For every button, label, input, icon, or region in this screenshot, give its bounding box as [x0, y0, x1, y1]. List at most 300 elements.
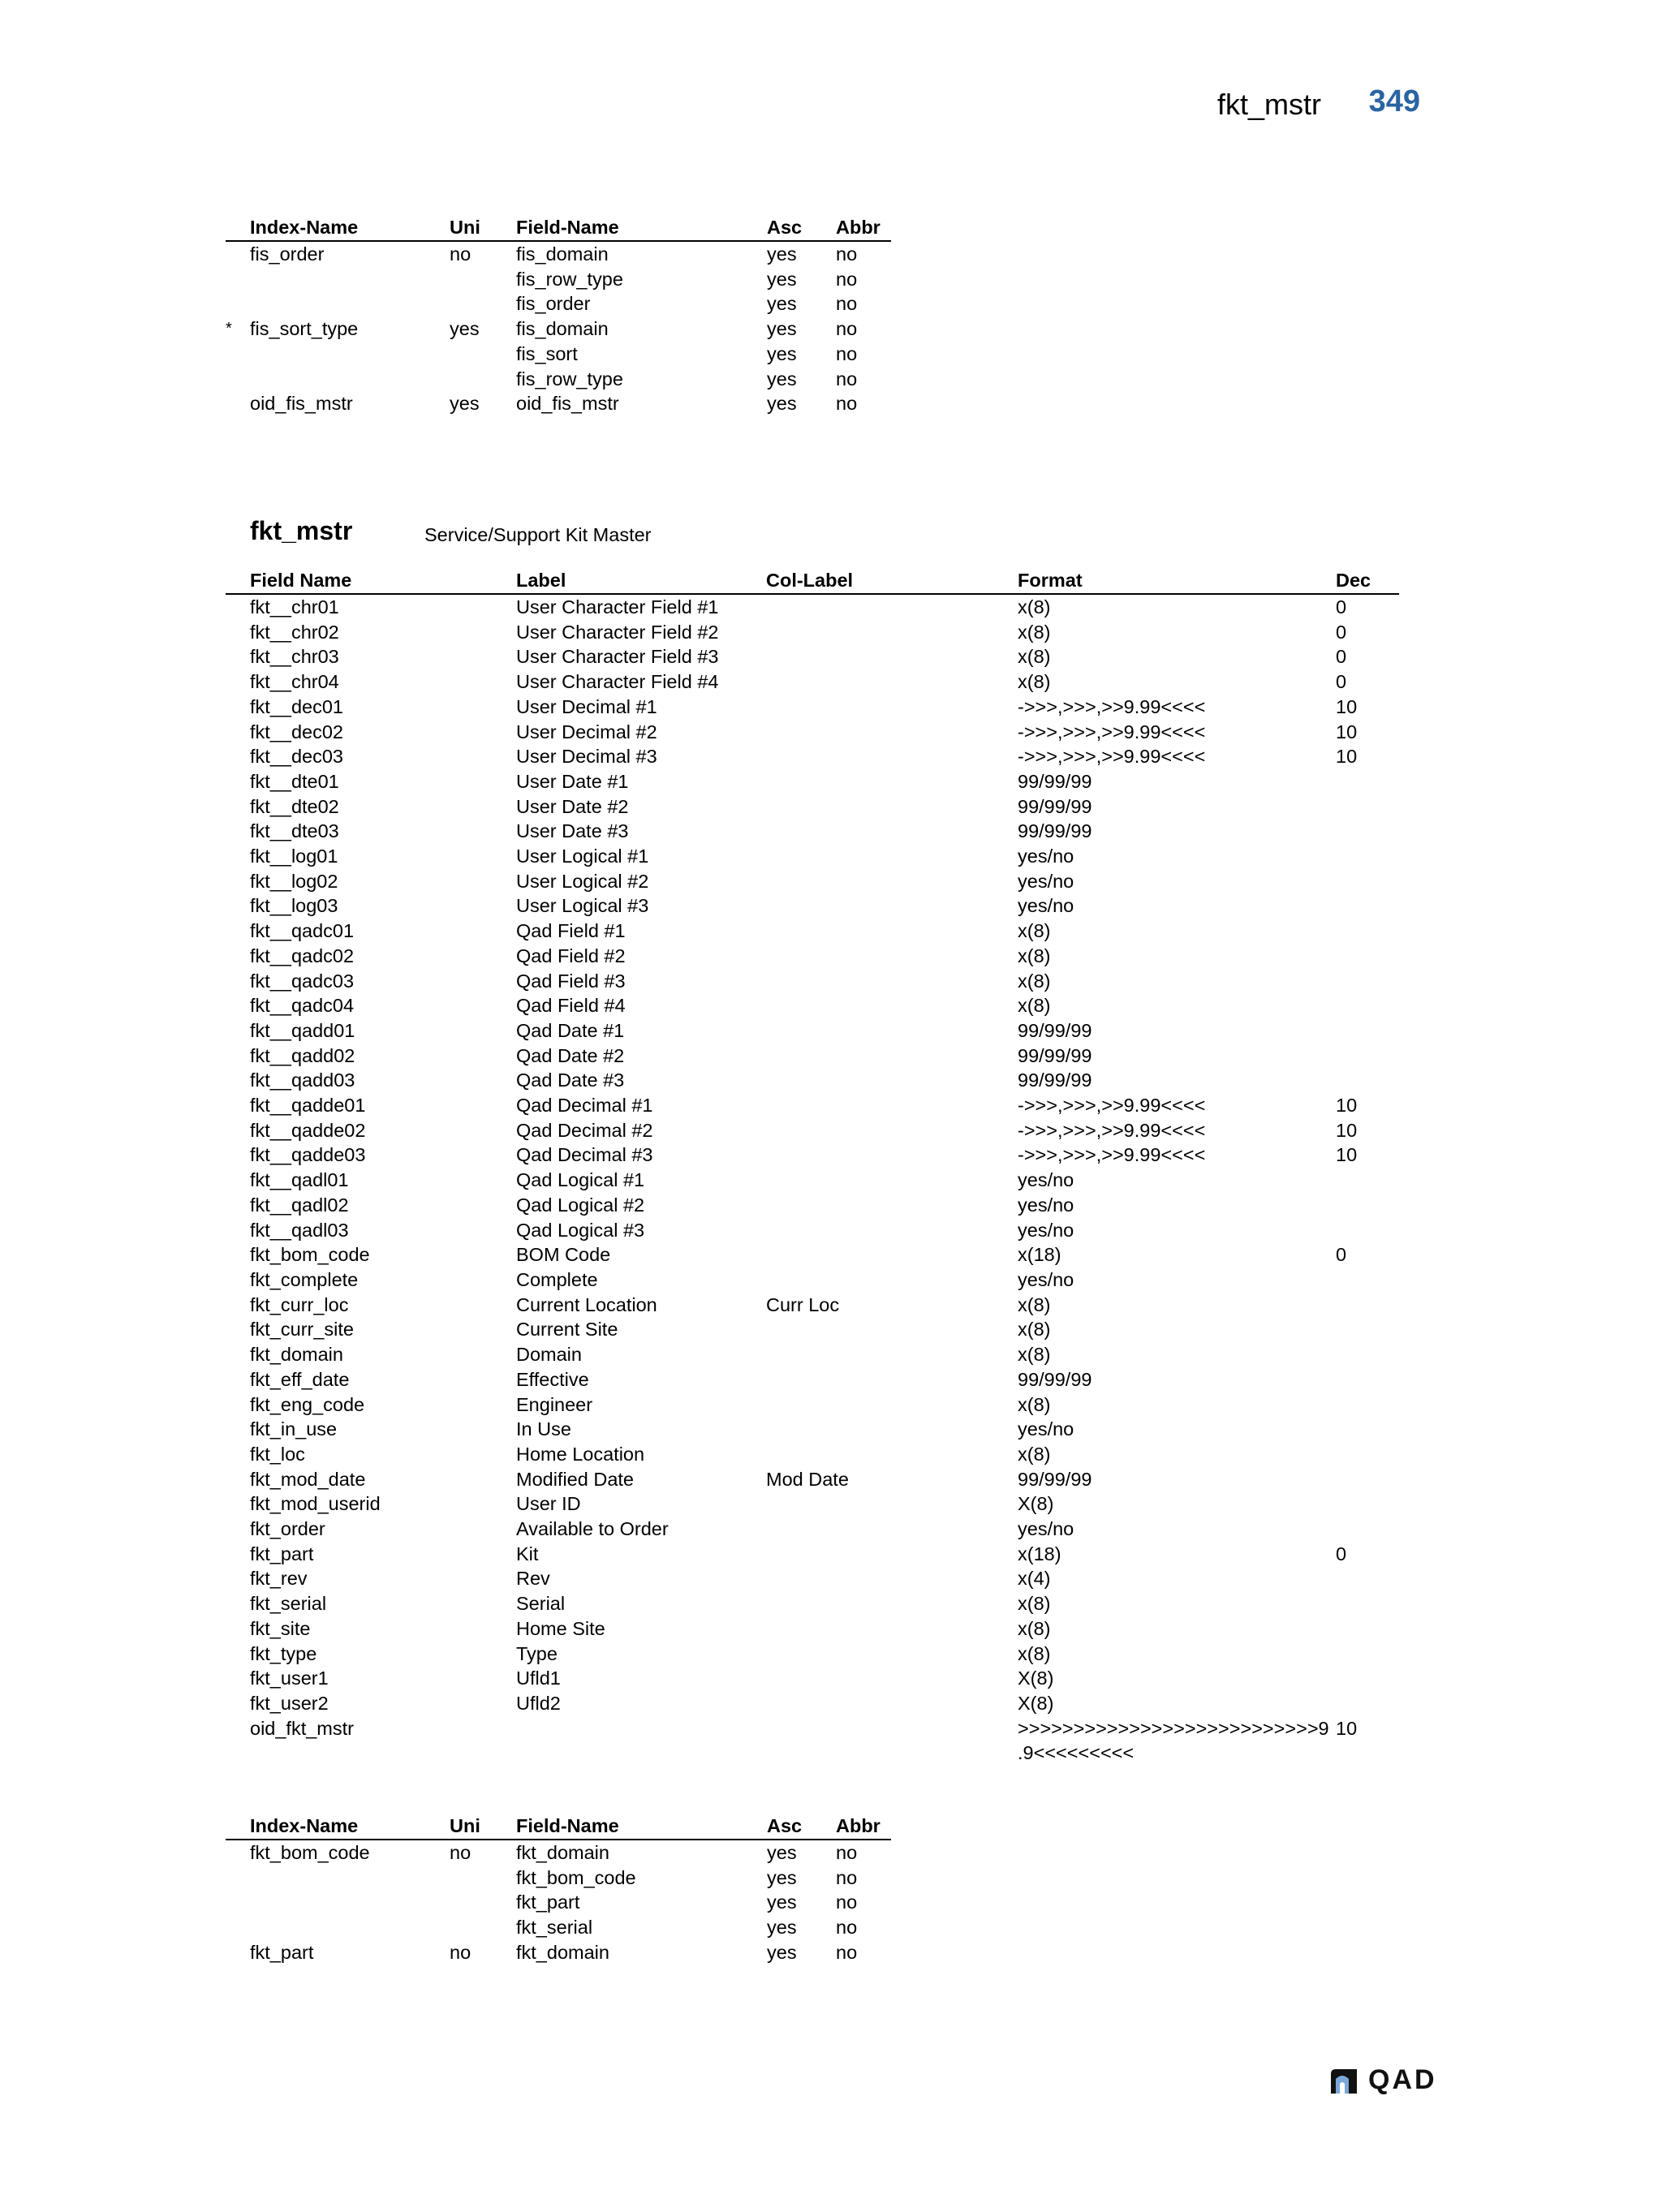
field-col-label-cell [766, 1317, 1018, 1342]
field-name-cell: fkt_loc [250, 1443, 305, 1465]
field-dec-cell [1336, 1293, 1399, 1318]
field-format-text: ->>>,>>>,>>9.99<<<< [1018, 1144, 1206, 1166]
field-dec-cell: 0 [1336, 1244, 1347, 1266]
field-col-label-cell [766, 744, 1018, 769]
field-name-cell: fkt__qadl03 [250, 1219, 349, 1241]
index-asc-cell: yes [767, 342, 797, 364]
field-dec-cell [1336, 1044, 1399, 1069]
index-row [226, 316, 891, 342]
index-uni-cell: yes [450, 318, 480, 340]
field-format-text: 99/99/99 [1018, 795, 1092, 817]
field-dec-cell: 10 [1336, 721, 1358, 742]
field-format-cell [1018, 993, 1336, 1018]
index-row [226, 1915, 891, 1940]
field-dec-cell [1336, 769, 1399, 794]
index-uni-cell: no [450, 1842, 471, 1863]
index-field-name-cell: fis_row_type [516, 268, 623, 290]
field-dec-cell [1336, 1591, 1399, 1616]
field-row [226, 1491, 1399, 1517]
field-name-cell: fkt_mod_userid [250, 1493, 381, 1515]
field-format-cell [1018, 1716, 1336, 1766]
field-format-cell [1018, 1168, 1336, 1193]
field-label-cell: Home Site [516, 1617, 605, 1639]
field-dec-cell [1336, 844, 1399, 869]
index-asc-cell: yes [767, 1891, 797, 1913]
field-spacer [226, 1093, 250, 1118]
field-dec-cell [1336, 1367, 1399, 1392]
field-dec-cell [1336, 819, 1399, 844]
index-row [226, 241, 891, 267]
field-row [226, 969, 1399, 994]
index-asc-cell: yes [767, 243, 797, 265]
index-uni-cell: no [450, 243, 471, 265]
field-label-cell: Qad Field #1 [516, 920, 626, 942]
field-row [226, 1566, 1399, 1591]
field-format-text: x(8) [1018, 1443, 1051, 1465]
field-format-text: 99/99/99 [1018, 770, 1092, 792]
field-format-cell [1018, 869, 1336, 894]
field-name-cell: fkt__dec02 [250, 721, 343, 742]
field-format-cell [1018, 720, 1336, 745]
field-name-cell: fkt__qadl01 [250, 1169, 349, 1191]
field-format-cell [1018, 1417, 1336, 1442]
field-format-cell [1018, 1018, 1336, 1044]
field-format-text: X(8) [1018, 1668, 1054, 1689]
index-row [226, 291, 891, 316]
field-name-cell: fkt_curr_loc [250, 1293, 349, 1315]
field-row [226, 1293, 1399, 1318]
fields-header-col-label: Col-Label [766, 567, 1018, 594]
field-col-label-cell [766, 869, 1018, 894]
field-format-text: yes/no [1018, 846, 1074, 867]
field-row [226, 1691, 1399, 1716]
field-format-text: x(8) [1018, 671, 1051, 693]
field-format-cell [1018, 744, 1336, 769]
field-label-cell: User Date #1 [516, 770, 629, 792]
field-row [226, 1542, 1399, 1567]
index-field-name-cell: fis_domain [516, 318, 609, 340]
field-spacer [226, 1616, 250, 1642]
field-format-text: yes/no [1018, 1268, 1074, 1290]
field-name-cell: fkt__chr04 [250, 671, 339, 693]
field-format-cell [1018, 769, 1336, 794]
field-col-label-cell [766, 1118, 1018, 1143]
table-description: Service/Support Kit Master [424, 524, 652, 545]
field-label-cell: BOM Code [516, 1244, 611, 1266]
field-label-cell: Modified Date [516, 1468, 634, 1490]
field-format-text: x(8) [1018, 621, 1051, 643]
field-spacer [226, 1691, 250, 1716]
field-name-cell: fkt__qadd01 [250, 1019, 355, 1041]
field-row [226, 1591, 1399, 1616]
field-format-text: yes/no [1018, 1194, 1074, 1216]
field-col-label-cell [766, 1242, 1018, 1267]
field-dec-cell: 10 [1336, 746, 1358, 768]
field-col-label-cell [766, 1018, 1018, 1044]
field-row [226, 1118, 1399, 1143]
field-label-cell: User Character Field #3 [516, 646, 719, 668]
field-col-label-cell [766, 993, 1018, 1018]
field-format-text: x(8) [1018, 646, 1051, 668]
index-field-name-cell: fkt_domain [516, 1842, 609, 1863]
field-format-text: x(8) [1018, 1617, 1051, 1639]
index-uni-cell [450, 367, 516, 392]
field-name-cell: fkt__qadde02 [250, 1119, 366, 1141]
field-label-cell: Current Site [516, 1319, 618, 1341]
field-row [226, 1267, 1399, 1293]
field-row [226, 1517, 1399, 1542]
field-label-cell: Serial [516, 1593, 566, 1615]
field-label-cell: Qad Decimal #1 [516, 1095, 653, 1117]
index-field-name-cell: oid_fis_mstr [516, 393, 619, 415]
field-row [226, 769, 1399, 794]
field-col-label-cell [766, 644, 1018, 669]
field-label-cell: Complete [516, 1268, 598, 1290]
field-format-cell [1018, 1442, 1336, 1467]
field-format-text: x(8) [1018, 1293, 1051, 1315]
field-dec-cell [1336, 1193, 1399, 1218]
field-row [226, 1018, 1399, 1044]
field-name-cell: fkt_site [250, 1617, 311, 1639]
index-name-cell: fis_order [250, 243, 325, 265]
field-row [226, 1417, 1399, 1442]
index-field-name-cell: fkt_serial [516, 1917, 593, 1939]
field-col-label-cell [766, 695, 1018, 720]
field-name-cell: fkt_bom_code [250, 1244, 370, 1266]
field-format-cell [1018, 1093, 1336, 1118]
field-label-cell: Type [516, 1642, 558, 1664]
field-name-cell: fkt_mod_date [250, 1468, 366, 1490]
section-title: fkt_mstr [1216, 88, 1321, 121]
index-abbr-cell: no [836, 1891, 858, 1913]
index-name-cell [250, 1866, 450, 1891]
fields-header-spacer [226, 567, 250, 594]
index-field-name-cell: fis_order [516, 293, 591, 315]
index-abbr-cell: no [836, 293, 858, 315]
field-dec-cell: 0 [1336, 596, 1347, 618]
index-name-cell [250, 1890, 450, 1915]
field-format-cell [1018, 620, 1336, 645]
field-col-label-cell [766, 1691, 1018, 1716]
index-header-marker [226, 1813, 250, 1840]
qad-logo-icon [1328, 2066, 1360, 2095]
field-dec-cell: 0 [1336, 646, 1347, 668]
index-uni-cell [450, 342, 516, 367]
field-row [226, 695, 1399, 720]
field-dec-cell [1336, 1442, 1399, 1467]
field-col-label-cell [766, 844, 1018, 869]
field-spacer [226, 744, 250, 769]
index-uni-cell [450, 1866, 516, 1891]
field-name-cell: fkt_eng_code [250, 1393, 365, 1415]
field-row [226, 1093, 1399, 1118]
field-dec-cell [1336, 1068, 1399, 1093]
page-header [0, 84, 1662, 128]
index-asc-cell: yes [767, 368, 797, 389]
field-label-cell: User Decimal #2 [516, 721, 657, 742]
field-label-cell: User Logical #1 [516, 846, 649, 867]
field-spacer [226, 1218, 250, 1243]
field-spacer [226, 819, 250, 844]
field-dec-cell: 10 [1336, 1095, 1358, 1117]
field-name-cell: fkt__log02 [250, 870, 338, 892]
field-format-text: x(8) [1018, 970, 1051, 992]
index-uni-cell [450, 1890, 516, 1915]
field-label-cell: Ufld1 [516, 1668, 561, 1689]
table-name: fkt_mstr [250, 516, 353, 545]
field-name-cell: fkt__qadc04 [250, 995, 355, 1017]
index-table-fis [226, 214, 891, 416]
field-col-label-cell [766, 893, 1018, 919]
field-name-cell: fkt__qadde03 [250, 1144, 366, 1166]
field-format-cell [1018, 1666, 1336, 1691]
field-spacer [226, 1143, 250, 1168]
field-spacer [226, 1566, 250, 1591]
field-spacer [226, 1267, 250, 1293]
field-label-cell: Qad Field #4 [516, 995, 626, 1017]
field-name-cell: oid_fkt_mstr [250, 1717, 354, 1739]
field-col-label-cell [766, 769, 1018, 794]
field-col-label-cell [766, 919, 1018, 944]
field-name-cell: fkt__qadd02 [250, 1044, 355, 1066]
field-format-text: x(8) [1018, 1319, 1051, 1341]
index-abbr-cell: no [836, 1842, 858, 1863]
field-spacer [226, 1044, 250, 1069]
index-marker [226, 1915, 250, 1940]
field-label-cell: Home Location [516, 1443, 645, 1465]
field-col-label-cell [766, 1143, 1018, 1168]
field-spacer [226, 1591, 250, 1616]
field-col-label-cell [766, 1542, 1018, 1567]
field-dec-cell [1336, 969, 1399, 994]
field-col-label-cell [766, 1267, 1018, 1293]
field-format-text: ->>>,>>>,>>9.99<<<< [1018, 695, 1206, 717]
field-format-cell [1018, 1193, 1336, 1218]
field-col-label-cell [766, 1392, 1018, 1418]
field-row [226, 1467, 1399, 1492]
field-col-label-cell [766, 1642, 1018, 1667]
index-row [226, 1940, 891, 1965]
field-format-text: 99/99/99 [1018, 1468, 1092, 1490]
field-format-text: x(8) [1018, 920, 1051, 942]
index-abbr-cell: no [836, 1941, 858, 1963]
field-format-cell [1018, 669, 1336, 695]
field-spacer [226, 919, 250, 944]
field-format-text: ->>>,>>>,>>9.99<<<< [1018, 746, 1206, 768]
field-format-cell [1018, 1467, 1336, 1492]
field-label-cell: Qad Decimal #3 [516, 1144, 653, 1166]
field-format-text: yes/no [1018, 1169, 1074, 1191]
index-row [226, 391, 891, 416]
index-name-cell: fkt_part [250, 1941, 314, 1963]
field-format-cell [1018, 594, 1336, 620]
field-dec-cell [1336, 1417, 1399, 1442]
field-spacer [226, 869, 250, 894]
field-dec-cell [1336, 1491, 1399, 1517]
field-name-cell: fkt__chr03 [250, 646, 339, 668]
field-row [226, 1068, 1399, 1093]
field-format-text: yes/no [1018, 870, 1074, 892]
index-abbr-cell: no [836, 268, 858, 290]
fields-table [226, 567, 1399, 1766]
field-label-cell: Kit [516, 1543, 539, 1564]
field-name-cell: fkt_type [250, 1642, 317, 1664]
field-dec-cell [1336, 1566, 1399, 1591]
field-label-cell: Qad Field #3 [516, 970, 626, 992]
index-marker: * [226, 320, 232, 338]
index-row [226, 267, 891, 292]
index-header-row [226, 214, 891, 241]
field-dec-cell [1336, 1218, 1399, 1243]
index-name-cell: oid_fis_mstr [250, 393, 353, 415]
index-header-asc: Asc [767, 214, 836, 241]
field-format-text: x(8) [1018, 945, 1051, 966]
index-marker [226, 1890, 250, 1915]
index-asc-cell: yes [767, 1866, 797, 1888]
field-format-cell [1018, 1143, 1336, 1168]
field-dec-cell [1336, 893, 1399, 919]
field-spacer [226, 1018, 250, 1044]
field-name-cell: fkt_in_use [250, 1418, 338, 1440]
index-asc-cell: yes [767, 268, 797, 290]
field-row [226, 1367, 1399, 1392]
field-dec-cell [1336, 1317, 1399, 1342]
index-abbr-cell: no [836, 342, 858, 364]
field-dec-cell [1336, 1666, 1399, 1691]
field-spacer [226, 1242, 250, 1267]
field-spacer [226, 969, 250, 994]
index-asc-cell: yes [767, 393, 797, 415]
field-row [226, 1168, 1399, 1193]
field-format-text: x(8) [1018, 1344, 1051, 1366]
field-col-label-cell [766, 1591, 1018, 1616]
field-format-cell [1018, 1566, 1336, 1591]
field-row [226, 944, 1399, 969]
field-spacer [226, 769, 250, 794]
field-format-cell [1018, 1691, 1336, 1716]
field-row [226, 1666, 1399, 1691]
field-spacer [226, 1367, 250, 1392]
field-label-cell: Qad Logical #2 [516, 1194, 645, 1216]
field-col-label-cell [766, 1218, 1018, 1243]
field-label-cell: Domain [516, 1344, 582, 1366]
field-name-cell: fkt_curr_site [250, 1319, 354, 1341]
field-dec-cell [1336, 1616, 1399, 1642]
field-format-cell [1018, 1517, 1336, 1542]
index-abbr-cell: no [836, 318, 858, 340]
field-col-label-cell [766, 594, 1018, 620]
field-dec-cell: 0 [1336, 621, 1347, 643]
field-format-cell [1018, 1242, 1336, 1267]
field-name-cell: fkt__chr01 [250, 596, 339, 618]
field-col-label-cell [766, 794, 1018, 820]
field-dec-cell [1336, 944, 1399, 969]
index-asc-cell: yes [767, 293, 797, 315]
field-label-cell: User Character Field #4 [516, 671, 719, 693]
field-format-text: 99/99/99 [1018, 1019, 1092, 1041]
field-spacer [226, 1293, 250, 1318]
field-col-label-cell [766, 944, 1018, 969]
field-col-label-cell [766, 1093, 1018, 1118]
field-dec-cell [1336, 1392, 1399, 1418]
field-format-text: yes/no [1018, 1518, 1074, 1540]
field-col-label-cell [766, 1168, 1018, 1193]
index-abbr-cell: no [836, 368, 858, 389]
field-format-cell [1018, 1367, 1336, 1392]
field-format-text: x(8) [1018, 1642, 1051, 1664]
index-row [226, 1840, 891, 1866]
index-field-name-cell: fkt_bom_code [516, 1866, 636, 1888]
index-header-marker [226, 214, 250, 241]
field-col-label-cell [766, 1666, 1018, 1691]
field-format-text: >>>>>>>>>>>>>>>>>>>>>>>>>>>9 [1018, 1717, 1329, 1739]
index-uni-cell [450, 291, 516, 316]
field-label-cell: Qad Field #2 [516, 945, 626, 966]
field-name-cell: fkt__dec03 [250, 746, 343, 768]
field-format-cell [1018, 1317, 1336, 1342]
index-asc-cell: yes [767, 1917, 797, 1939]
fields-header-row [226, 567, 1399, 594]
index-asc-cell: yes [767, 318, 797, 340]
field-dec-cell: 10 [1336, 1717, 1358, 1739]
index-header-index-name: Index-Name [250, 1813, 450, 1840]
field-dec-cell [1336, 993, 1399, 1018]
index-row [226, 342, 891, 367]
field-spacer [226, 893, 250, 919]
field-spacer [226, 844, 250, 869]
index-marker [226, 241, 250, 267]
field-row [226, 919, 1399, 944]
index-header-field-name: Field-Name [516, 214, 767, 241]
field-col-label-cell [766, 1044, 1018, 1069]
field-label-cell: Qad Date #1 [516, 1019, 625, 1041]
field-format-cell [1018, 844, 1336, 869]
field-col-label-cell [766, 1068, 1018, 1093]
index-row [226, 367, 891, 392]
field-name-cell: fkt_complete [250, 1268, 359, 1290]
field-format-cell [1018, 1218, 1336, 1243]
index-name-cell [250, 1915, 450, 1940]
index-header-uni: Uni [450, 214, 516, 241]
index-header-field-name: Field-Name [516, 1813, 767, 1840]
field-format-text: yes/no [1018, 1418, 1074, 1440]
field-col-label-cell [766, 969, 1018, 994]
field-format-cell [1018, 1392, 1336, 1418]
field-dec-cell: 10 [1336, 695, 1358, 717]
field-row [226, 1218, 1399, 1243]
field-format-text: X(8) [1018, 1493, 1054, 1515]
field-label-cell: User ID [516, 1493, 581, 1515]
field-row [226, 893, 1399, 919]
field-spacer [226, 1118, 250, 1143]
index-header-row [226, 1813, 891, 1840]
field-row [226, 1716, 1399, 1766]
index-header-index-name: Index-Name [250, 214, 450, 241]
field-format-text: 99/99/99 [1018, 1044, 1092, 1066]
field-name-cell: fkt__dte03 [250, 820, 339, 842]
field-format-text: x(8) [1018, 596, 1051, 618]
index-header-abbr: Abbr [836, 1813, 891, 1840]
field-col-label-cell [766, 1442, 1018, 1467]
index-uni-cell [450, 1915, 516, 1940]
index-marker [226, 267, 250, 292]
index-marker [226, 1940, 250, 1965]
field-label-cell: User Date #3 [516, 820, 629, 842]
field-label-cell: Engineer [516, 1393, 593, 1415]
field-col-label-cell [766, 669, 1018, 695]
field-name-cell: fkt_domain [250, 1344, 343, 1366]
field-col-label-cell [766, 1566, 1018, 1591]
